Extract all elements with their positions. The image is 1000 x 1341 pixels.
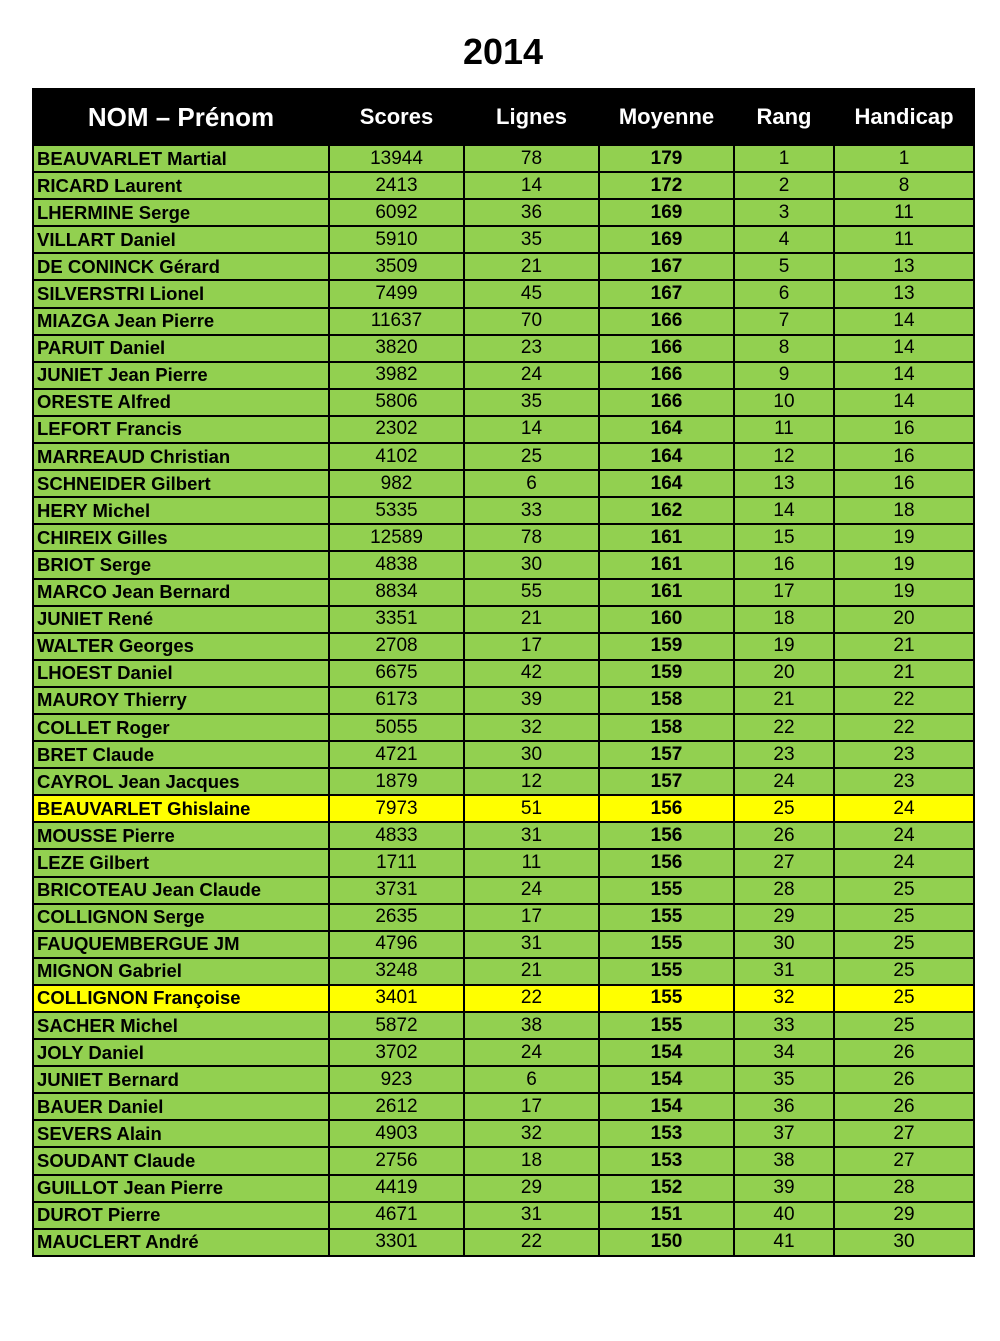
scores-table [32,88,975,1257]
cell-name: BRICOTEAU Jean Claude [33,877,329,904]
cell-moyenne: 167 [599,280,734,307]
cell-lignes: 42 [464,660,599,687]
table-row [33,362,974,389]
cell-scores: 1711 [329,849,464,876]
cell-handicap: 21 [834,633,974,660]
cell-handicap: 14 [834,308,974,335]
cell-handicap: 13 [834,253,974,280]
cell-scores: 6092 [329,199,464,226]
cell-lignes: 21 [464,606,599,633]
cell-moyenne: 150 [599,1229,734,1256]
cell-handicap: 14 [834,335,974,362]
table-row [33,389,974,416]
cell-moyenne: 169 [599,226,734,253]
cell-name: COLLIGNON Françoise [33,985,329,1012]
cell-name: MARREAUD Christian [33,443,329,470]
cell-lignes: 30 [464,741,599,768]
cell-name: JOLY Daniel [33,1039,329,1066]
cell-lignes: 78 [464,145,599,172]
table-row [33,1093,974,1120]
cell-rang: 36 [734,1093,834,1120]
cell-scores: 5335 [329,497,464,524]
cell-name: JUNIET Bernard [33,1066,329,1093]
cell-scores: 2635 [329,904,464,931]
cell-name: PARUIT Daniel [33,335,329,362]
cell-lignes: 6 [464,1066,599,1093]
cell-handicap: 27 [834,1147,974,1174]
cell-scores: 2413 [329,172,464,199]
cell-lignes: 22 [464,1229,599,1256]
cell-scores: 7499 [329,280,464,307]
cell-handicap: 19 [834,524,974,551]
cell-handicap: 23 [834,768,974,795]
cell-moyenne: 158 [599,714,734,741]
cell-handicap: 29 [834,1202,974,1229]
table-row [33,877,974,904]
header-lignes: Lignes [464,89,599,145]
cell-rang: 32 [734,985,834,1012]
cell-handicap: 21 [834,660,974,687]
cell-lignes: 32 [464,714,599,741]
header-rang: Rang [734,89,834,145]
cell-moyenne: 158 [599,687,734,714]
cell-rang: 12 [734,443,834,470]
cell-rang: 37 [734,1120,834,1147]
cell-name: SCHNEIDER Gilbert [33,470,329,497]
cell-handicap: 1 [834,145,974,172]
cell-name: LEFORT Francis [33,416,329,443]
cell-moyenne: 154 [599,1066,734,1093]
cell-handicap: 27 [834,1120,974,1147]
cell-lignes: 38 [464,1012,599,1039]
cell-lignes: 21 [464,958,599,985]
cell-handicap: 25 [834,1012,974,1039]
cell-name: MIAZGA Jean Pierre [33,308,329,335]
table-row [33,308,974,335]
cell-name: RICARD Laurent [33,172,329,199]
table-header-row [33,89,974,145]
cell-moyenne: 164 [599,470,734,497]
cell-moyenne: 166 [599,335,734,362]
cell-moyenne: 155 [599,1012,734,1039]
cell-scores: 2756 [329,1147,464,1174]
cell-lignes: 55 [464,579,599,606]
table-row [33,497,974,524]
cell-rang: 14 [734,497,834,524]
cell-rang: 21 [734,687,834,714]
cell-lignes: 31 [464,822,599,849]
cell-scores: 4903 [329,1120,464,1147]
cell-name: SACHER Michel [33,1012,329,1039]
table-row [33,660,974,687]
cell-name: DE CONINCK Gérard [33,253,329,280]
cell-name: DUROT Pierre [33,1202,329,1229]
cell-moyenne: 166 [599,389,734,416]
table-row [33,172,974,199]
cell-name: WALTER Georges [33,633,329,660]
cell-handicap: 26 [834,1093,974,1120]
cell-name: LHERMINE Serge [33,199,329,226]
table-row [33,579,974,606]
cell-lignes: 24 [464,877,599,904]
cell-rang: 9 [734,362,834,389]
cell-name: SEVERS Alain [33,1120,329,1147]
cell-handicap: 22 [834,714,974,741]
cell-moyenne: 155 [599,985,734,1012]
cell-lignes: 31 [464,1202,599,1229]
cell-scores: 5806 [329,389,464,416]
cell-rang: 8 [734,335,834,362]
cell-rang: 40 [734,1202,834,1229]
cell-lignes: 35 [464,226,599,253]
cell-rang: 4 [734,226,834,253]
cell-name: MAUROY Thierry [33,687,329,714]
cell-moyenne: 155 [599,877,734,904]
table-row [33,1175,974,1202]
cell-name: CAYROL Jean Jacques [33,768,329,795]
cell-name: JUNIET Jean Pierre [33,362,329,389]
cell-handicap: 19 [834,551,974,578]
table-row [33,416,974,443]
cell-handicap: 23 [834,741,974,768]
cell-rang: 28 [734,877,834,904]
cell-moyenne: 157 [599,741,734,768]
cell-moyenne: 162 [599,497,734,524]
cell-lignes: 29 [464,1175,599,1202]
cell-handicap: 24 [834,795,974,822]
table-row [33,958,974,985]
table-row [33,524,974,551]
cell-moyenne: 161 [599,579,734,606]
cell-scores: 8834 [329,579,464,606]
cell-moyenne: 172 [599,172,734,199]
cell-moyenne: 164 [599,416,734,443]
cell-name: FAUQUEMBERGUE JM [33,931,329,958]
cell-rang: 30 [734,931,834,958]
cell-handicap: 28 [834,1175,974,1202]
cell-rang: 15 [734,524,834,551]
header-scores: Scores [329,89,464,145]
page-title: 2014 [462,31,544,72]
table-row [33,1012,974,1039]
cell-lignes: 17 [464,633,599,660]
cell-lignes: 24 [464,362,599,389]
cell-name: SOUDANT Claude [33,1147,329,1174]
cell-scores: 3248 [329,958,464,985]
cell-moyenne: 156 [599,849,734,876]
cell-moyenne: 161 [599,524,734,551]
table-row [33,904,974,931]
cell-moyenne: 155 [599,931,734,958]
cell-moyenne: 159 [599,633,734,660]
cell-name: HERY Michel [33,497,329,524]
cell-scores: 923 [329,1066,464,1093]
cell-handicap: 25 [834,877,974,904]
header-name: NOM – Prénom [33,89,329,145]
cell-name: LEZE Gilbert [33,849,329,876]
cell-lignes: 11 [464,849,599,876]
cell-rang: 38 [734,1147,834,1174]
cell-name: BEAUVARLET Martial [33,145,329,172]
cell-name: MOUSSE Pierre [33,822,329,849]
cell-lignes: 14 [464,172,599,199]
cell-scores: 6675 [329,660,464,687]
cell-rang: 2 [734,172,834,199]
cell-scores: 2708 [329,633,464,660]
table-row [33,768,974,795]
cell-lignes: 78 [464,524,599,551]
cell-moyenne: 166 [599,362,734,389]
cell-handicap: 11 [834,226,974,253]
cell-name: CHIREIX Gilles [33,524,329,551]
cell-lignes: 51 [464,795,599,822]
cell-rang: 24 [734,768,834,795]
cell-scores: 5910 [329,226,464,253]
cell-rang: 39 [734,1175,834,1202]
cell-rang: 34 [734,1039,834,1066]
cell-rang: 6 [734,280,834,307]
cell-scores: 4102 [329,443,464,470]
table-row [33,1120,974,1147]
cell-lignes: 18 [464,1147,599,1174]
cell-name: GUILLOT Jean Pierre [33,1175,329,1202]
cell-lignes: 23 [464,335,599,362]
cell-scores: 11637 [329,308,464,335]
cell-scores: 5055 [329,714,464,741]
cell-moyenne: 179 [599,145,734,172]
cell-name: VILLART Daniel [33,226,329,253]
cell-moyenne: 166 [599,308,734,335]
cell-moyenne: 157 [599,768,734,795]
cell-handicap: 20 [834,606,974,633]
cell-name: BAUER Daniel [33,1093,329,1120]
cell-scores: 3731 [329,877,464,904]
cell-moyenne: 167 [599,253,734,280]
cell-lignes: 35 [464,389,599,416]
cell-handicap: 19 [834,579,974,606]
table-row [33,633,974,660]
cell-handicap: 16 [834,416,974,443]
cell-handicap: 16 [834,470,974,497]
cell-scores: 12589 [329,524,464,551]
cell-moyenne: 154 [599,1039,734,1066]
cell-handicap: 25 [834,958,974,985]
cell-lignes: 39 [464,687,599,714]
cell-name: MARCO Jean Bernard [33,579,329,606]
cell-lignes: 22 [464,985,599,1012]
cell-lignes: 30 [464,551,599,578]
table-row [33,1147,974,1174]
cell-name: BEAUVARLET Ghislaine [33,795,329,822]
cell-handicap: 25 [834,931,974,958]
cell-handicap: 30 [834,1229,974,1256]
cell-handicap: 25 [834,904,974,931]
cell-rang: 18 [734,606,834,633]
cell-handicap: 18 [834,497,974,524]
table-row [33,822,974,849]
cell-name: BRIOT Serge [33,551,329,578]
cell-moyenne: 155 [599,958,734,985]
cell-rang: 29 [734,904,834,931]
cell-scores: 4671 [329,1202,464,1229]
table-row [33,199,974,226]
cell-name: COLLET Roger [33,714,329,741]
table-row [33,145,974,172]
cell-handicap: 8 [834,172,974,199]
cell-rang: 23 [734,741,834,768]
cell-rang: 17 [734,579,834,606]
cell-rang: 25 [734,795,834,822]
cell-rang: 41 [734,1229,834,1256]
cell-name: COLLIGNON Serge [33,904,329,931]
cell-scores: 3509 [329,253,464,280]
cell-handicap: 14 [834,389,974,416]
table-row [33,253,974,280]
cell-handicap: 22 [834,687,974,714]
cell-moyenne: 156 [599,822,734,849]
table-row [33,741,974,768]
cell-lignes: 14 [464,416,599,443]
table-row [33,1229,974,1256]
cell-handicap: 26 [834,1066,974,1093]
header-handicap: Handicap [834,89,974,145]
table-row [33,714,974,741]
cell-scores: 1879 [329,768,464,795]
cell-moyenne: 160 [599,606,734,633]
cell-rang: 20 [734,660,834,687]
cell-moyenne: 152 [599,1175,734,1202]
cell-rang: 16 [734,551,834,578]
cell-handicap: 11 [834,199,974,226]
cell-rang: 13 [734,470,834,497]
cell-handicap: 24 [834,849,974,876]
cell-name: MIGNON Gabriel [33,958,329,985]
header-moyenne: Moyenne [599,89,734,145]
cell-name: MAUCLERT André [33,1229,329,1256]
cell-moyenne: 164 [599,443,734,470]
cell-lignes: 6 [464,470,599,497]
cell-scores: 4838 [329,551,464,578]
cell-scores: 982 [329,470,464,497]
cell-moyenne: 161 [599,551,734,578]
cell-moyenne: 153 [599,1147,734,1174]
cell-rang: 7 [734,308,834,335]
cell-scores: 3301 [329,1229,464,1256]
cell-scores: 4721 [329,741,464,768]
table-row [33,849,974,876]
table-row [33,226,974,253]
cell-rang: 35 [734,1066,834,1093]
cell-moyenne: 154 [599,1093,734,1120]
cell-rang: 31 [734,958,834,985]
table-row [33,985,974,1012]
cell-rang: 33 [734,1012,834,1039]
cell-name: SILVERSTRI Lionel [33,280,329,307]
cell-rang: 3 [734,199,834,226]
table-row [33,1066,974,1093]
cell-lignes: 32 [464,1120,599,1147]
table-row [33,443,974,470]
cell-scores: 4419 [329,1175,464,1202]
cell-handicap: 26 [834,1039,974,1066]
cell-scores: 3401 [329,985,464,1012]
cell-scores: 3702 [329,1039,464,1066]
cell-rang: 27 [734,849,834,876]
cell-scores: 3982 [329,362,464,389]
cell-lignes: 17 [464,904,599,931]
cell-rang: 11 [734,416,834,443]
cell-moyenne: 153 [599,1120,734,1147]
cell-lignes: 70 [464,308,599,335]
table-row [33,1039,974,1066]
cell-scores: 3820 [329,335,464,362]
cell-handicap: 16 [834,443,974,470]
cell-rang: 19 [734,633,834,660]
table-row [33,606,974,633]
table-row [33,687,974,714]
cell-lignes: 21 [464,253,599,280]
cell-moyenne: 151 [599,1202,734,1229]
cell-moyenne: 155 [599,904,734,931]
cell-scores: 13944 [329,145,464,172]
cell-rang: 5 [734,253,834,280]
cell-scores: 4796 [329,931,464,958]
cell-name: ORESTE Alfred [33,389,329,416]
cell-lignes: 12 [464,768,599,795]
cell-handicap: 24 [834,822,974,849]
cell-scores: 5872 [329,1012,464,1039]
cell-lignes: 45 [464,280,599,307]
cell-scores: 7973 [329,795,464,822]
cell-moyenne: 169 [599,199,734,226]
table-row [33,551,974,578]
cell-scores: 2612 [329,1093,464,1120]
table-row [33,280,974,307]
table-row [33,335,974,362]
table-row [33,795,974,822]
cell-lignes: 33 [464,497,599,524]
cell-scores: 6173 [329,687,464,714]
cell-moyenne: 156 [599,795,734,822]
table-row [33,470,974,497]
cell-name: BRET Claude [33,741,329,768]
cell-scores: 2302 [329,416,464,443]
cell-scores: 4833 [329,822,464,849]
cell-handicap: 14 [834,362,974,389]
cell-handicap: 25 [834,985,974,1012]
cell-lignes: 31 [464,931,599,958]
cell-name: JUNIET René [33,606,329,633]
cell-rang: 22 [734,714,834,741]
cell-lignes: 17 [464,1093,599,1120]
cell-handicap: 13 [834,280,974,307]
cell-lignes: 36 [464,199,599,226]
cell-moyenne: 159 [599,660,734,687]
cell-rang: 26 [734,822,834,849]
table-row [33,1202,974,1229]
cell-name: LHOEST Daniel [33,660,329,687]
cell-lignes: 25 [464,443,599,470]
cell-rang: 1 [734,145,834,172]
cell-lignes: 24 [464,1039,599,1066]
cell-scores: 3351 [329,606,464,633]
table-row [33,931,974,958]
cell-rang: 10 [734,389,834,416]
